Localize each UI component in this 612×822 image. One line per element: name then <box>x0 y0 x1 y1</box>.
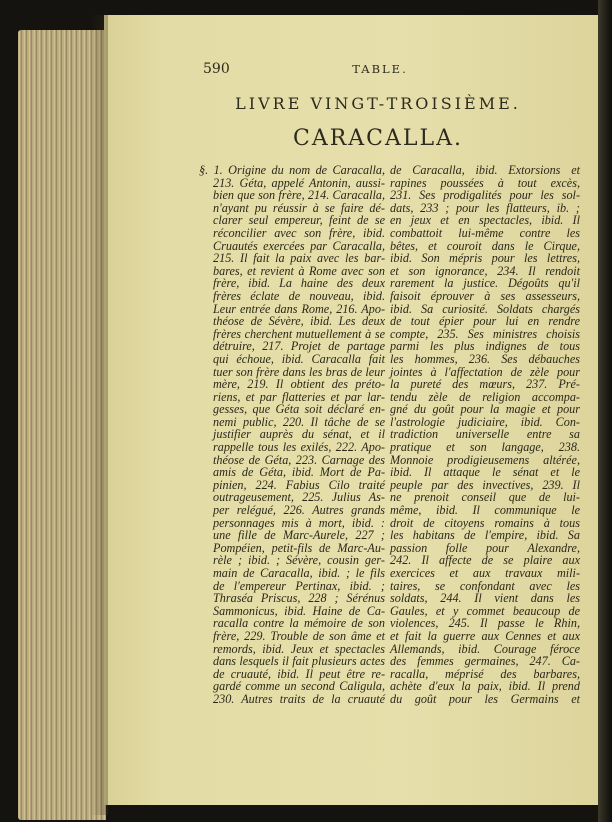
text-line: Allemands, ibid. Courage féroce <box>390 641 580 656</box>
text-line: faisoit éprouver à ses assesseurs, <box>390 288 580 303</box>
text-line: théose de Sévère, ibid. Les deux <box>213 314 385 329</box>
text-line: détruire, 217. Projet de partage <box>213 339 385 354</box>
section-title: CARACALLA. <box>293 126 463 151</box>
text-line: per relégué, 226. Autres grands <box>213 503 385 518</box>
text-line: justifier auprès du sénat, et il <box>213 427 385 442</box>
text-line: ibid. Il attaque le sénat et le <box>390 465 580 480</box>
text-line: frère, 229. Trouble de son âme et <box>213 628 385 643</box>
running-head: TABLE. <box>352 62 408 76</box>
text-line: Thraséa Priscus, 228 ; Sérénus <box>213 591 385 606</box>
text-line: droit de citoyens romains à tous <box>390 515 580 530</box>
text-line: dans lesquels il fait plusieurs actes <box>213 654 385 669</box>
text-line: et son ignorance, 234. Il rendoit <box>390 263 580 278</box>
text-line: même, ibid. Il communique le <box>390 503 580 518</box>
text-line: Gaules, et y commet beaucoup de <box>390 603 580 618</box>
text-line: 230. Autres traits de la cruauté <box>213 691 385 706</box>
text-line: amis de Géta, ibid. Mort de Pa- <box>213 465 385 480</box>
text-line: gardé comme un second Caligula, <box>213 679 385 694</box>
text-line: rèle ; ibid. ; Sévère, cousin ger- <box>213 553 385 568</box>
text-line: Leur entrée dans Rome, 216. Apo- <box>213 301 385 316</box>
text-line: tendu zèle de religion accompa- <box>390 389 580 404</box>
text-line: combattoit lui-même contre les <box>390 225 580 240</box>
text-line: achète d'eux la paix, ibid. Il prend <box>390 679 580 694</box>
text-line: violences, 245. Il passe le Rhin, <box>390 616 580 631</box>
text-line: frères cherchent mutuellement à se <box>213 326 385 341</box>
text-line: théose de Géta, 223. Carnage des <box>213 452 385 467</box>
text-line: Cruautés exercées par Caracalla, <box>213 238 385 253</box>
text-line: les habitans de l'empire, ibid. Sa <box>390 528 580 543</box>
text-line: peuple par des invectives, 239. Il <box>390 477 580 492</box>
text-line: bares, et revient à Rome avec son <box>213 263 385 278</box>
text-line: et fait la guerre aux Cennes et aux <box>390 628 580 643</box>
book-heading: LIVRE VINGT-TROISIÈME. <box>235 94 521 113</box>
text-line: ibid. Son mépris pour les lettres, <box>390 251 580 266</box>
text-line: ibid. Sa curiosité. Soldats chargés <box>390 301 580 316</box>
text-line: racalla, méprisé des barbares, <box>390 666 580 681</box>
text-line: bêtes, et couroit dans le Cirque, <box>390 238 580 253</box>
text-line: l'astrologie judiciaire, ibid. Con- <box>390 414 580 429</box>
text-line: §. 1. Origine du nom de Caracalla, <box>199 163 385 177</box>
text-line: pratique et son langage, 238. <box>390 440 580 455</box>
text-line: du goût pour les Germains et <box>390 691 580 706</box>
text-line: personnages mis à mort, ibid. : <box>213 515 385 530</box>
text-line: main de Caracalla, ibid. ; le fils <box>213 566 385 580</box>
text-line: clarer seul empereur, feint de se <box>213 213 385 228</box>
text-line: de l'empereur Pertinax, ibid. ; <box>213 578 385 593</box>
text-line: ne prenoit conseil que de lui- <box>390 490 580 505</box>
text-line: dats, 233 ; pour les flatteurs, ib. ; <box>390 200 580 215</box>
text-line: 213. Géta, appelé Antonin, aussi- <box>213 175 385 190</box>
text-line: outrageusement, 225. Julius As- <box>213 490 385 505</box>
text-line: tuer son frère dans les bras de leur <box>213 364 385 379</box>
text-line: racalla contre la mémoire de son <box>213 616 385 631</box>
text-line: gné du goût pour la magie et pour <box>390 402 580 417</box>
text-line: qui échoue, ibid. Caracalla fait <box>213 351 385 366</box>
text-line: taires, se confondant avec les <box>390 578 580 593</box>
right-page-edge <box>598 0 612 822</box>
text-line: riens, et par flatteries et par lar- <box>213 389 385 404</box>
text-line: les hommes, 236. Ses débauches <box>390 351 580 366</box>
text-line: 242. Il affecte de se plaire aux <box>390 553 580 568</box>
text-line: tradiction universelle entre sa <box>390 427 580 442</box>
text-line: réconcilier avec son frère, ibid. <box>213 225 385 240</box>
text-line: une fille de Marc-Aurele, 227 ; <box>213 528 385 543</box>
text-line: Monnoie prodigieusemens altérée, <box>390 452 580 467</box>
text-line: soldats, 244. Il vient dans les <box>390 591 580 606</box>
text-line: de cruauté, ibid. Il peut être re- <box>213 666 385 681</box>
gutter-shadow <box>90 15 108 815</box>
text-line: nemi public, 220. Il tâche de se <box>213 414 385 429</box>
text-line: rarement la justice. Dégoûts qu'il <box>390 276 580 291</box>
left-text-column <box>199 163 385 706</box>
text-line: rapines poussées à tout excès, <box>390 175 580 190</box>
text-line: en jeux et en spectacles, ibid. Il <box>390 213 580 228</box>
text-line: Pompéien, petit-fils de Marc-Au- <box>213 540 385 555</box>
text-line: gesses, que Géta soit déclaré en- <box>213 402 385 417</box>
text-line: rappelle tous les exilés, 222. Apo- <box>213 440 385 455</box>
text-line: la pureté des mœurs, 237. Pré- <box>390 377 580 392</box>
right-text-column <box>390 164 580 706</box>
text-line: des femmes germaines, 247. Ca- <box>390 654 580 669</box>
text-line: 215. Il fait la paix avec les bar- <box>213 251 385 266</box>
text-line: 231. Ses prodigalités pour les sol- <box>390 188 580 203</box>
text-line: remords, ibid. Jeux et spectacles <box>213 641 385 656</box>
text-line: frère, ibid. La haine des deux <box>213 276 385 291</box>
text-line: bien que son frère, 214. Caracalla, <box>213 188 385 203</box>
page-number: 590 <box>203 61 230 77</box>
text-line: n'ayant pu réussir à se faire dé- <box>213 200 385 215</box>
text-line: de tout épier pour lui en rendre <box>390 314 580 329</box>
text-line: Sammonicus, ibid. Haine de Ca- <box>213 603 385 618</box>
text-line: exercices et aux travaux mili- <box>390 566 580 580</box>
text-line: pinien, 224. Fabius Cilo traité <box>213 477 385 492</box>
text-line: frères éclate de nouveau, ibid. <box>213 288 385 303</box>
text-line: compte, 235. Ses ministres choisis <box>390 326 580 341</box>
text-line: passion folle pour Alexandre, <box>390 540 580 555</box>
text-line: parmi les plus indignes de tous <box>390 339 580 354</box>
text-line: mère, 219. Il obtient des préto- <box>213 377 385 392</box>
text-line: de Caracalla, ibid. Extorsions et <box>390 163 580 177</box>
text-line: jointes à l'affectation de zèle pour <box>390 364 580 379</box>
